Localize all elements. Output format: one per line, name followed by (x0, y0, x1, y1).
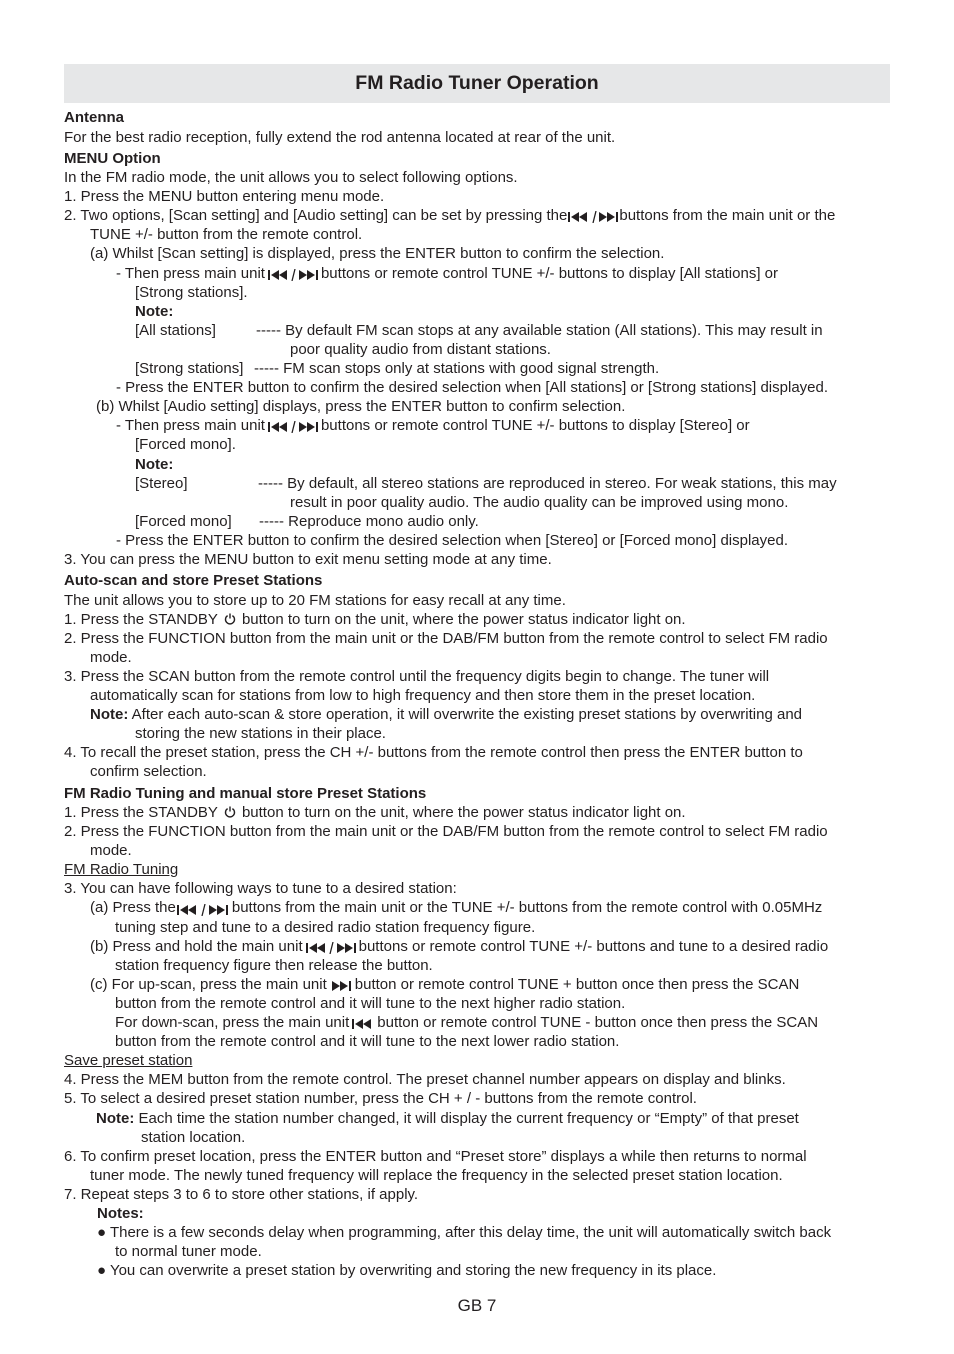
page-content (64, 107, 890, 1280)
menu-step-1: 1. Press the MENU button entering menu mode. (64, 188, 385, 206)
menu-option-b: (b) Whilst [Audio setting] displays, press the ENTER button to confirm selection. (96, 398, 626, 416)
manual-step-2-cont: mode. (90, 842, 132, 860)
menu-step-2-cont: TUNE +/- button from the remote control. (90, 226, 363, 244)
tuning-option-c-down-text-a: For down-scan, press the main unit (115, 1014, 350, 1032)
standby-power-icon (224, 611, 236, 630)
menu-option-a-confirm: - Press the ENTER button to confirm the desired selection when [All stations] or [Strong stations] displayed. (116, 379, 829, 397)
autoscan-note-text: After each auto-scan & store operation, it will overwrite the existing preset stations by overwriting and (131, 706, 802, 724)
autoscan-step-2: 2. Press the FUNCTION button from the main unit or the DAB/FM button from the remote control to select FM radio (64, 629, 828, 647)
menu-option-b-step-text-b: buttons or remote control TUNE +/- buttons to display [Stereo] or (320, 417, 750, 435)
manual-note (64, 1109, 890, 1128)
manual-notes-bullet-2: ● You can overwrite a preset station by overwriting and storing the new frequency in its place. (97, 1262, 717, 1280)
tuning-option-b-text-b: buttons or remote control TUNE +/- buttons and tune to a desired radio (358, 937, 829, 955)
manual-step-5: 5. To select a desired preset station number, press the CH + / - buttons from the remote control. (64, 1090, 697, 1108)
autoscan-intro: The unit allows you to store up to 20 FM stations for easy recall at any time. (64, 591, 566, 609)
stereo-row (64, 474, 890, 493)
menu-option-b-note-label: Note: (135, 455, 174, 473)
next-icon (328, 976, 354, 995)
manual-step-1 (64, 803, 890, 822)
fm-radio-tuning-heading (64, 860, 890, 879)
menu-intro: In the FM radio mode, the unit allows you to select following options. (64, 169, 518, 187)
stereo-text-cont: result in poor quality audio. The audio quality can be improved using mono. (290, 493, 789, 511)
tuning-option-c-text-b: button or remote control TUNE + button once then press the SCAN (354, 975, 800, 993)
tuning-option-c-down-cont: button from the remote control and it will tune to the next lower radio station. (115, 1033, 620, 1051)
all-stations-text: ----- By default FM scan stops at any available station (All stations). This may result in (256, 321, 823, 339)
prev-next-icon (177, 899, 231, 918)
manual-notes-label: Notes: (97, 1204, 144, 1222)
tuning-option-b-text-a: (b) Press and hold the main unit (90, 937, 303, 955)
manual-step-4: 4. Press the MEM button from the remote control. The preset channel number appears on display and blinks. (64, 1071, 786, 1089)
tuning-option-b-cont: station frequency figure then release the button. (115, 956, 433, 974)
forced-mono-text: ----- Reproduce mono audio only. (259, 512, 479, 530)
prev-next-icon (568, 207, 618, 226)
menu-option-b-confirm: - Press the ENTER button to confirm the desired selection when [Stereo] or [Forced mono] displayed. (116, 531, 788, 549)
all-stations-label: [All stations] (135, 321, 216, 339)
tuning-option-c-text-a: (c) For up-scan, press the main unit (90, 975, 327, 993)
all-stations-text-cont: poor quality audio from distant stations. (290, 340, 551, 358)
prev-next-icon (304, 938, 358, 957)
menu-option-a: (a) Whilst [Scan setting] is displayed, press the ENTER button to confirm the selection. (90, 245, 665, 263)
manual-page (64, 64, 890, 1280)
tuning-option-c-cont: button from the remote control and it will tune to the next higher radio station. (115, 994, 626, 1012)
autoscan-note-label: Note: (90, 706, 129, 724)
tuning-option-c-down (64, 1013, 890, 1032)
autoscan-step-4-cont: confirm selection. (90, 763, 207, 781)
tuning-option-a-cont: tuning step and tune to a desired radio station frequency figure. (115, 918, 536, 936)
menu-option-a-step-cont: [Strong stations]. (135, 283, 248, 301)
prev-icon (350, 1014, 376, 1033)
tuning-option-c (64, 975, 890, 994)
autoscan-note (64, 705, 890, 724)
manual-step-1-text-a: 1. Press the STANDBY (64, 804, 218, 821)
tuning-option-a (64, 898, 890, 917)
stereo-label: [Stereo] (135, 474, 188, 492)
fm-radio-tuning-heading-text: FM Radio Tuning (64, 861, 179, 879)
prev-next-icon (266, 265, 320, 284)
autoscan-step-1-text-a: 1. Press the STANDBY (64, 610, 218, 628)
menu-option-a-note-label: Note: (135, 302, 174, 320)
menu-step-2-text-b: buttons from the main unit or the (619, 207, 836, 225)
menu-option-b-step-cont: [Forced mono]. (135, 436, 236, 454)
menu-step-3: 3. You can press the MENU button to exit menu setting mode at any time. (64, 550, 552, 568)
menu-option-a-step-text-a: - Then press main unit (116, 264, 265, 282)
menu-option-b-step (64, 416, 890, 435)
save-preset-heading (64, 1051, 890, 1070)
tuning-option-a-text-a: (a) Press the (90, 899, 176, 917)
manual-step-2: 2. Press the FUNCTION button from the main unit or the DAB/FM button from the remote control to select FM radio (64, 823, 828, 841)
manual-step-1-text-b: button to turn on the unit, where the power status indicator light on. (241, 804, 686, 821)
autoscan-step-3: 3. Press the SCAN button from the remote control until the frequency digits begin to change. The tuner will (64, 667, 770, 685)
manual-step-3: 3. You can have following ways to tune to a desired station: (64, 880, 457, 898)
autoscan-step-1 (64, 610, 890, 629)
antenna-heading: Antenna (64, 109, 124, 126)
autoscan-heading: Auto-scan and store Preset Stations (64, 572, 323, 590)
stereo-text: ----- By default, all stereo stations are reproduced in stereo. For weak stations, this may (258, 474, 837, 492)
manual-notes-bullet-1: ● There is a few seconds delay when programming, after this delay time, the unit will automatically switch back (97, 1224, 832, 1242)
antenna-text: For the best radio reception, fully extend the rod antenna located at rear of the unit. (64, 128, 616, 146)
menu-heading: MENU Option (64, 149, 161, 167)
menu-step-2 (64, 206, 890, 225)
autoscan-step-4: 4. To recall the preset station, press the CH +/- buttons from the remote control then press the ENTER button to (64, 744, 803, 762)
autoscan-step-2-cont: mode. (90, 648, 132, 666)
tuning-option-b (64, 937, 890, 956)
manual-notes-bullet-1-cont: to normal tuner mode. (115, 1243, 262, 1261)
forced-mono-row (64, 512, 890, 531)
forced-mono-label: [Forced mono] (135, 512, 232, 530)
menu-option-a-step (64, 264, 890, 283)
autoscan-step-1-text-b: button to turn on the unit, where the power status indicator light on. (241, 610, 686, 628)
tuning-option-c-down-text-b: button or remote control TUNE - button once then press the SCAN (377, 1014, 819, 1032)
autoscan-step-3-cont: automatically scan for stations from low to high frequency and then store them in the preset location. (90, 687, 756, 705)
standby-power-icon (224, 804, 236, 823)
strong-stations-label: [Strong stations] (135, 360, 244, 378)
menu-option-a-step-text-b: buttons or remote control TUNE +/- buttons to display [All stations] or (320, 264, 778, 282)
manual-note-text: Each time the station number changed, it will display the current frequency or “Empty” of that preset (138, 1109, 799, 1127)
manual-note-cont: station location. (141, 1128, 246, 1146)
manual-step-7: 7. Repeat steps 3 to 6 to store other stations, if apply. (64, 1185, 419, 1203)
strong-stations-row (64, 359, 890, 378)
menu-step-2-text-a: 2. Two options, [Scan setting] and [Audio setting] can be set by pressing the (64, 207, 568, 225)
section-title: FM Radio Tuner Operation (64, 64, 890, 103)
save-preset-heading-text: Save preset station (64, 1052, 193, 1070)
page-number: GB 7 (457, 1296, 497, 1315)
autoscan-note-cont: storing the new stations in their place. (135, 725, 386, 743)
tuning-option-a-text-b: buttons from the main unit or the TUNE +/- buttons from the remote control with 0.05MHz (231, 899, 823, 917)
all-stations-row (64, 321, 890, 340)
strong-stations-text: ----- FM scan stops only at stations with good signal strength. (254, 360, 660, 378)
manual-step-6-cont: tuner mode. The newly tuned frequency will replace the frequency in the selected preset station location. (90, 1166, 783, 1184)
manual-step-6: 6. To confirm preset location, press the ENTER button and “Preset store” displays a while then returns to normal (64, 1147, 807, 1165)
prev-next-icon (266, 417, 320, 436)
menu-option-b-step-text-a: - Then press main unit (116, 417, 265, 435)
manual-heading: FM Radio Tuning and manual store Preset Stations (64, 784, 427, 802)
manual-note-label: Note: (96, 1109, 135, 1127)
